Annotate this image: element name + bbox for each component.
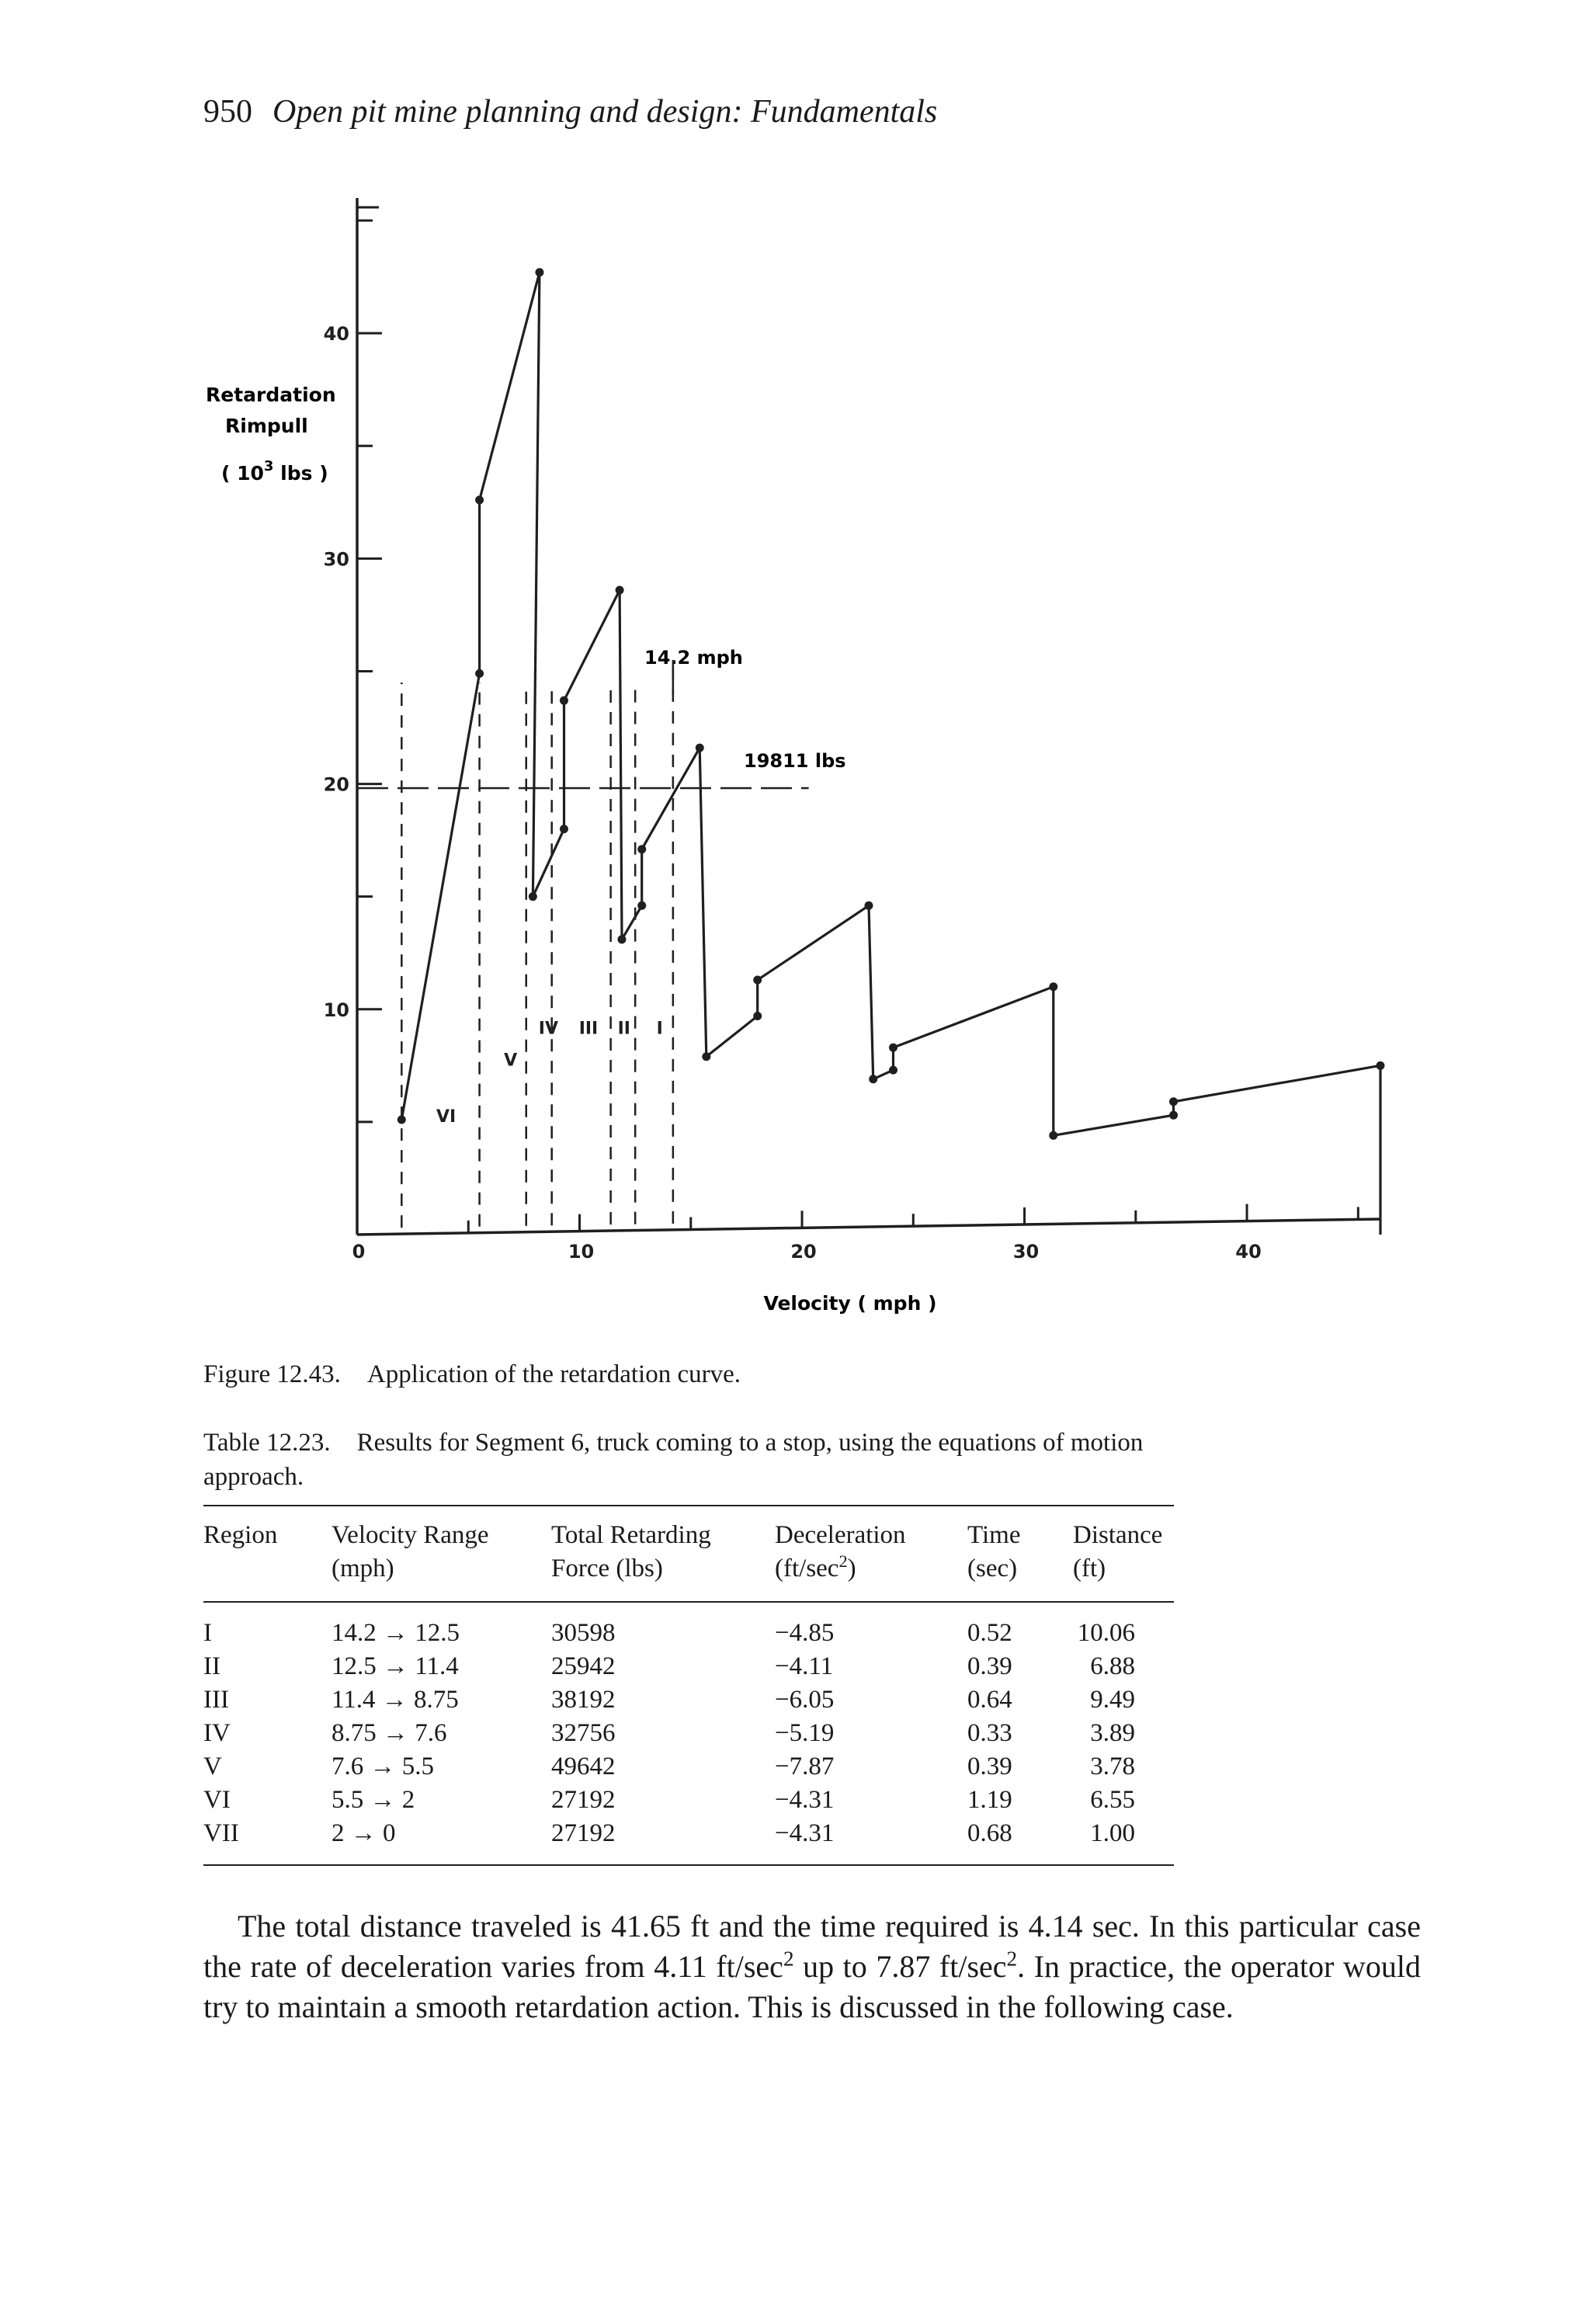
table-caption-text: Results for Segment 6, truck coming to a stop, using the equations of motion approach.: [203, 1429, 1144, 1491]
curve-point: [617, 935, 626, 943]
book-subtitle: Fundamentals: [750, 94, 938, 130]
cell-deceleration: −4.31: [775, 1819, 835, 1847]
curve-point: [560, 697, 568, 705]
curve-point: [869, 1075, 877, 1083]
curve-point: [889, 1066, 897, 1075]
cell-force: 32756: [551, 1719, 616, 1747]
reference-label-force: 19811 lbs: [744, 750, 846, 772]
x-tick-label: 40: [1235, 1241, 1262, 1263]
curve-point: [529, 892, 537, 901]
table-caption-label: Table 12.23.: [203, 1429, 331, 1457]
cell-velocity: 7.6 → 5.5: [332, 1753, 434, 1780]
cell-force: 27192: [551, 1819, 616, 1847]
curve-point: [1169, 1097, 1178, 1106]
cell-force: 27192: [551, 1786, 616, 1814]
y-tick-label: 40: [323, 323, 349, 346]
cell-velocity: 2 → 0: [332, 1819, 396, 1847]
cell-time: 0.33: [967, 1719, 1012, 1747]
curve-point: [398, 1115, 406, 1124]
y-tick-label: 30: [323, 548, 349, 571]
cell-region: III: [203, 1686, 229, 1714]
running-head: 950 Open pit mine planning and design: Fundamentals: [203, 94, 938, 130]
cell-distance: 3.89: [1090, 1719, 1135, 1747]
cell-time: 0.39: [967, 1753, 1012, 1780]
region-label: VI: [436, 1106, 457, 1127]
y-tick-label: 10: [323, 999, 349, 1021]
curve-point: [637, 845, 646, 853]
body-paragraph: The total distance traveled is 41.65 ft and the time required is 4.14 sec. In this particular case the rate of deceleration varies from 4.11 $ft/\sec^2$ up to 7.87 $ft/\sec^2$. In practice, the operator would try to maintain a smooth retardation action. This is discussed in the following case.: [203, 1909, 1421, 2024]
header-distance: Distance (ft): [1073, 1521, 1163, 1582]
figure-caption-label: Figure 12.43.: [203, 1360, 341, 1388]
cell-time: 0.52: [967, 1619, 1012, 1647]
table-row: [203, 1750, 1174, 1784]
region-label: I: [656, 1019, 663, 1039]
cell-velocity: 14.2 → 12.5: [332, 1619, 460, 1647]
cell-force: 38192: [551, 1686, 616, 1714]
cell-force: 49642: [551, 1753, 616, 1780]
table-caption: [203, 1426, 1174, 1494]
header-deceleration: Deceleration $(ft/\sec^2)$: [775, 1521, 906, 1582]
table-row: [203, 1683, 1174, 1717]
y-axis-label-line1: Retardation: [206, 384, 336, 406]
cell-deceleration: −7.87: [775, 1753, 835, 1780]
table-header-row: [203, 1506, 1174, 1602]
cell-time: 0.68: [967, 1819, 1012, 1847]
cell-deceleration: −4.11: [775, 1652, 834, 1680]
cell-force: 25942: [551, 1652, 616, 1680]
book-title: Open pit mine planning and design: [273, 94, 732, 130]
y-axis-label-unit: ( $10^3$ lbs ): [221, 458, 328, 485]
cell-distance: 1.00: [1090, 1819, 1135, 1847]
retardation-curve: [401, 273, 1380, 1235]
header-time: Time (sec): [967, 1521, 1021, 1582]
cell-time: 0.64: [967, 1686, 1012, 1714]
curve-point: [889, 1044, 897, 1052]
y-tick-label: 20: [323, 773, 349, 796]
cell-deceleration: −4.85: [775, 1619, 835, 1647]
cell-region: I: [203, 1619, 212, 1647]
cell-region: II: [203, 1652, 220, 1680]
table-row: [203, 1784, 1174, 1817]
page-number: 950: [203, 94, 252, 130]
cell-deceleration: −5.19: [775, 1719, 835, 1747]
cell-region: V: [203, 1753, 222, 1780]
figure-caption: [203, 1357, 1174, 1391]
cell-region: IV: [203, 1719, 231, 1747]
region-label: V: [504, 1051, 518, 1071]
figure-caption-text: Application of the retardation curve.: [366, 1360, 741, 1388]
table-row: [203, 1717, 1174, 1750]
cell-distance: 3.78: [1090, 1753, 1135, 1780]
curve-point: [696, 744, 704, 752]
cell-region: VII: [203, 1819, 239, 1847]
header-region: Region: [203, 1521, 278, 1549]
table-row: [203, 1602, 1174, 1650]
curve-point: [616, 585, 624, 594]
region-label: II: [617, 1019, 631, 1039]
curve-point: [702, 1052, 710, 1061]
curve-point: [637, 901, 646, 910]
curve-point: [1049, 1131, 1057, 1140]
x-tick-label: 10: [568, 1241, 595, 1263]
reference-label-velocity: 14.2 mph: [644, 647, 743, 669]
curve-point: [560, 825, 568, 833]
cell-deceleration: −6.05: [775, 1686, 835, 1714]
cell-force: 30598: [551, 1619, 616, 1647]
curve-point: [475, 495, 484, 504]
cell-distance: 6.88: [1090, 1652, 1135, 1680]
cell-distance: 10.06: [1077, 1619, 1135, 1647]
cell-distance: 9.49: [1090, 1686, 1135, 1714]
cell-deceleration: −4.31: [775, 1786, 835, 1814]
cell-velocity: 12.5 → 11.4: [332, 1652, 459, 1680]
x-tick-label: 30: [1012, 1241, 1040, 1263]
curve-point: [753, 976, 762, 985]
curve-point: [475, 669, 484, 678]
curve-point: [865, 901, 873, 910]
curve-point: [1049, 982, 1057, 991]
x-axis-label: Velocity ( mph ): [763, 1292, 937, 1315]
header-velocity: Velocity Range (mph): [332, 1521, 489, 1582]
results-table: [203, 1505, 1174, 1866]
region-label: III: [578, 1019, 599, 1039]
table-row: [203, 1817, 1174, 1865]
cell-velocity: 8.75 → 7.6: [332, 1719, 447, 1747]
table-row: [203, 1650, 1174, 1683]
curve-point: [535, 268, 543, 276]
y-axis-label-line2: Rimpull: [225, 415, 308, 437]
region-label: IV: [538, 1019, 559, 1039]
curve-point: [1376, 1061, 1385, 1070]
cell-distance: 6.55: [1090, 1786, 1135, 1814]
x-tick-label: 20: [790, 1241, 817, 1263]
curve-point: [1169, 1111, 1178, 1120]
cell-velocity: 11.4 → 8.75: [332, 1686, 459, 1714]
cell-region: VI: [203, 1786, 231, 1814]
curve-point: [753, 1012, 762, 1020]
cell-velocity: 5.5 → 2: [332, 1786, 415, 1814]
cell-time: 1.19: [967, 1786, 1012, 1814]
x-axis-line: [357, 1219, 1380, 1235]
x-tick-label: 0: [352, 1241, 366, 1263]
header-force: Total Retarding Force (lbs): [551, 1521, 711, 1582]
cell-time: 0.39: [967, 1652, 1012, 1680]
